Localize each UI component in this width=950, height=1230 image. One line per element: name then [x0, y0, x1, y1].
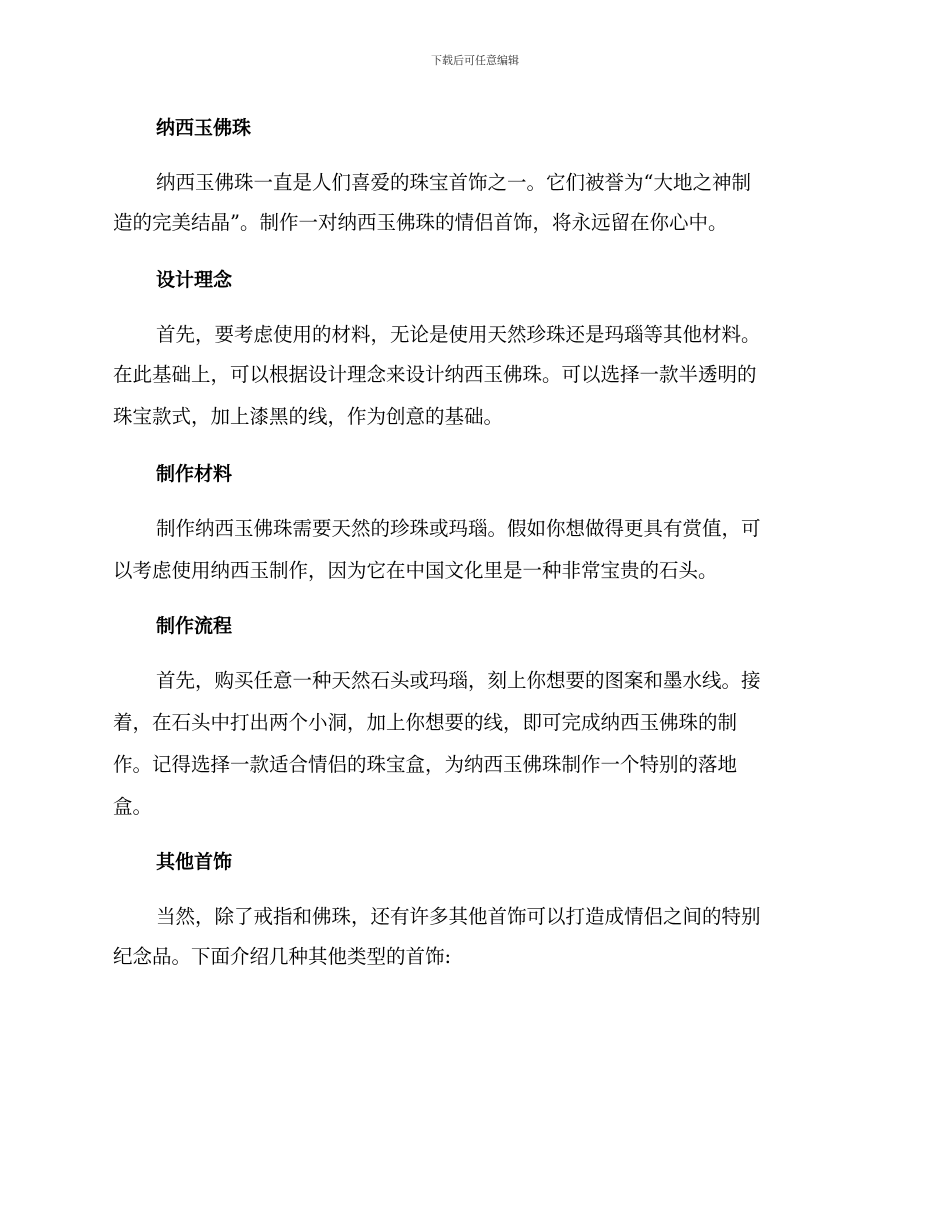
paragraph-line: 以考虑使用纳西玉制作，因为它在中国文化里是一种非常宝贵的石头。 [113, 559, 718, 582]
paragraph-line: 当然，除了戒指和佛珠，还有许多其他首饰可以打造成情侣之间的特别 [156, 905, 761, 928]
section-heading-process: 制作流程 [156, 615, 233, 637]
paragraph-line: 首先，购买任意一种天然石头或玛瑙，刻上你想要的图案和墨水线。接 [156, 669, 761, 692]
paragraph-line: 珠宝款式，加上漆黑的线，作为创意的基础。 [113, 405, 504, 428]
paragraph-line: 首先，要考虑使用的材料，无论是使用天然珍珠还是玛瑙等其他材料。 [156, 323, 761, 346]
paragraph-line: 制作纳西玉佛珠需要天然的珍珠或玛瑙。假如你想做得更具有赏值，可 [156, 517, 761, 540]
paragraph-line: 盒。 [113, 795, 153, 818]
paragraph-line: 纳西玉佛珠一直是人们喜爱的珠宝首饰之一。它们被誉为“大地之神制 [156, 171, 751, 194]
paragraph-line: 着，在石头中打出两个小洞，加上你想要的线，即可完成纳西玉佛珠的制 [113, 711, 738, 734]
paragraph-line: 在此基础上，可以根据设计理念来设计纳西玉佛珠。可以选择一款半透明的 [113, 363, 757, 386]
section-heading-design-concept: 设计理念 [156, 269, 233, 291]
section-heading-nakhi-jade-beads: 纳西玉佛珠 [156, 117, 252, 139]
paragraph-line: 造的完美结晶”。制作一对纳西玉佛珠的情侣首饰，将永远留在你心中。 [113, 211, 728, 234]
paragraph-line: 纪念品。下面介绍几种其他类型的首饰: [113, 945, 452, 968]
paragraph-line: 作。记得选择一款适合情侣的珠宝盒，为纳西玉佛珠制作一个特别的落地 [113, 753, 738, 776]
section-heading-other-jewelry: 其他首饰 [156, 851, 233, 873]
page-header-note: 下载后可任意编辑 [431, 54, 519, 67]
section-heading-materials: 制作材料 [156, 463, 233, 485]
